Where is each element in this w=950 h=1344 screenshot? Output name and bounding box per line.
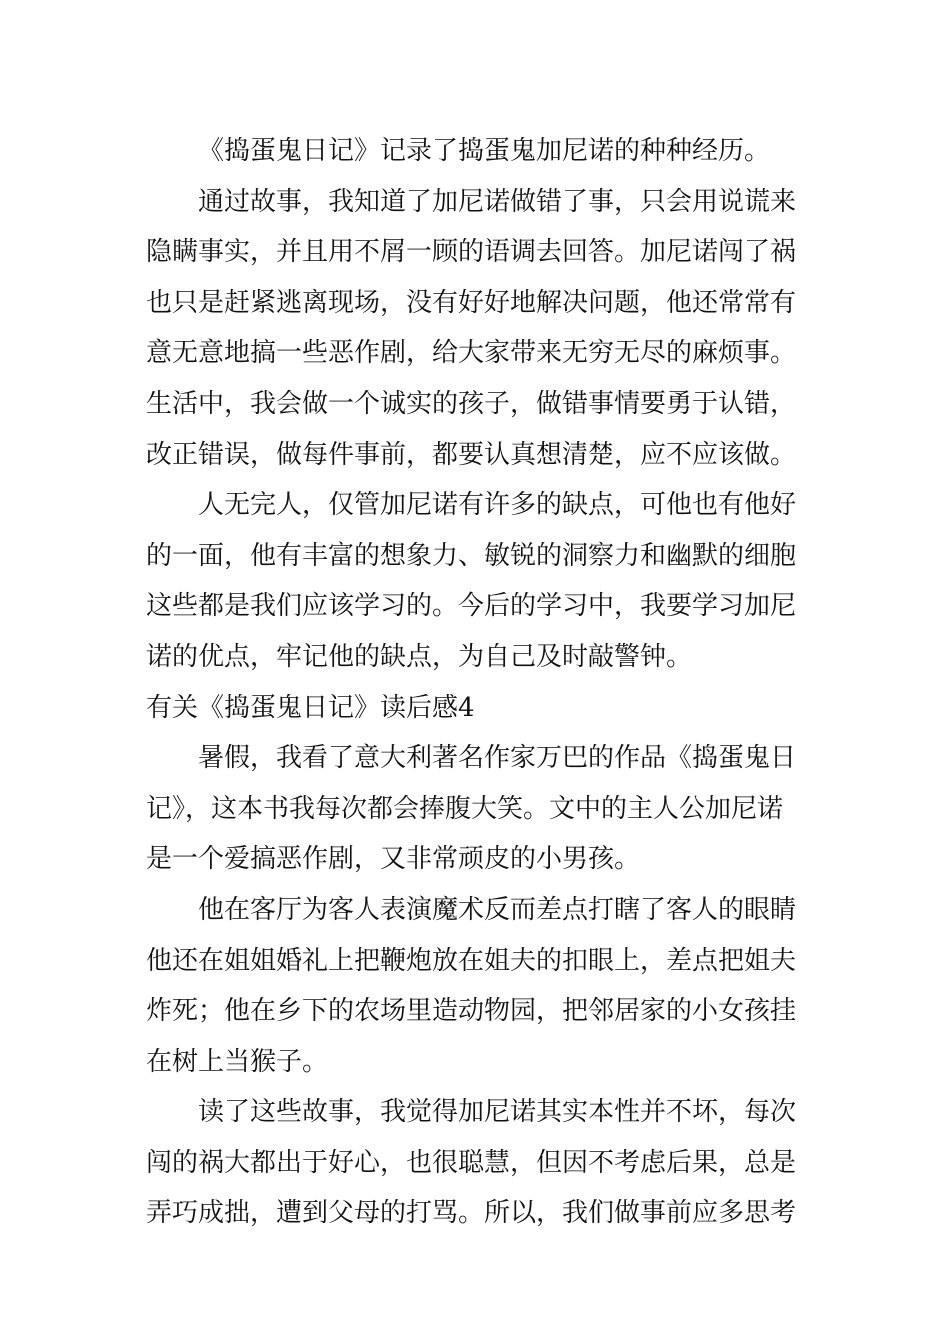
paragraph-line: 弄巧成拙，遭到父母的打骂。所以，我们做事前应多思考 — [146, 1198, 797, 1229]
paragraph-line: 改正错误，做每件事前，都要认真想清楚，应不应该做。 — [146, 439, 797, 470]
paragraph-line: 诺的优点，牢记他的缺点，为自己及时敲警钟。 — [146, 641, 693, 672]
paragraph-line: 是一个爱搞恶作剧，又非常顽皮的小男孩。 — [146, 844, 641, 875]
paragraph-line: 记》，这本书我每次都会捧腹大笑。文中的主人公加尼诺 — [146, 793, 784, 824]
paragraph-line: 隐瞒事实，并且用不屑一顾的语调去回答。加尼诺闯了祸 — [146, 237, 797, 268]
paragraph-line: 他还在姐姐婚礼上把鞭炮放在姐夫的扣眼上，差点把姐夫 — [146, 945, 797, 976]
paragraph-line: 读了这些故事，我觉得加尼诺其实本性并不坏，每次 — [198, 1097, 797, 1128]
paragraph-line: 在树上当猴子。 — [146, 1046, 329, 1077]
paragraph-line: 这些都是我们应该学习的。今后的学习中，我要学习加尼 — [146, 591, 797, 622]
paragraph-line: 暑假，我看了意大利著名作家万巴的作品《捣蛋鬼日 — [198, 743, 797, 774]
paragraph-line: 生活中，我会做一个诚实的孩子，做错事情要勇于认错， — [146, 388, 797, 419]
document-body — [146, 126, 810, 1239]
paragraph-line: 的一面，他有丰富的想象力、敏锐的洞察力和幽默的细胞 — [146, 540, 797, 571]
paragraph-line: 意无意地搞一些恶作剧，给大家带来无穷无尽的麻烦事。 — [146, 338, 797, 369]
paragraph-line: 炸死；他在乡下的农场里造动物园，把邻居家的小女孩挂 — [146, 996, 797, 1027]
section-heading: 有关《捣蛋鬼日记》读后感4 — [146, 692, 475, 723]
paragraph-line: 闯的祸大都出于好心，也很聪慧，但因不考虑后果，总是 — [146, 1147, 797, 1178]
paragraph-line: 《捣蛋鬼日记》记录了捣蛋鬼加尼诺的种种经历。 — [198, 136, 771, 166]
paragraph-line: 他在客厅为客人表演魔术反而差点打瞎了客人的眼睛 — [198, 894, 797, 925]
paragraph-line: 也只是赶紧逃离现场，没有好好地解决问题，他还常常有 — [146, 287, 797, 318]
paragraph-line: 人无完人，仅管加尼诺有许多的缺点，可他也有他好 — [198, 490, 797, 521]
paragraph-line: 通过故事，我知道了加尼诺做错了事，只会用说谎来 — [198, 186, 797, 217]
